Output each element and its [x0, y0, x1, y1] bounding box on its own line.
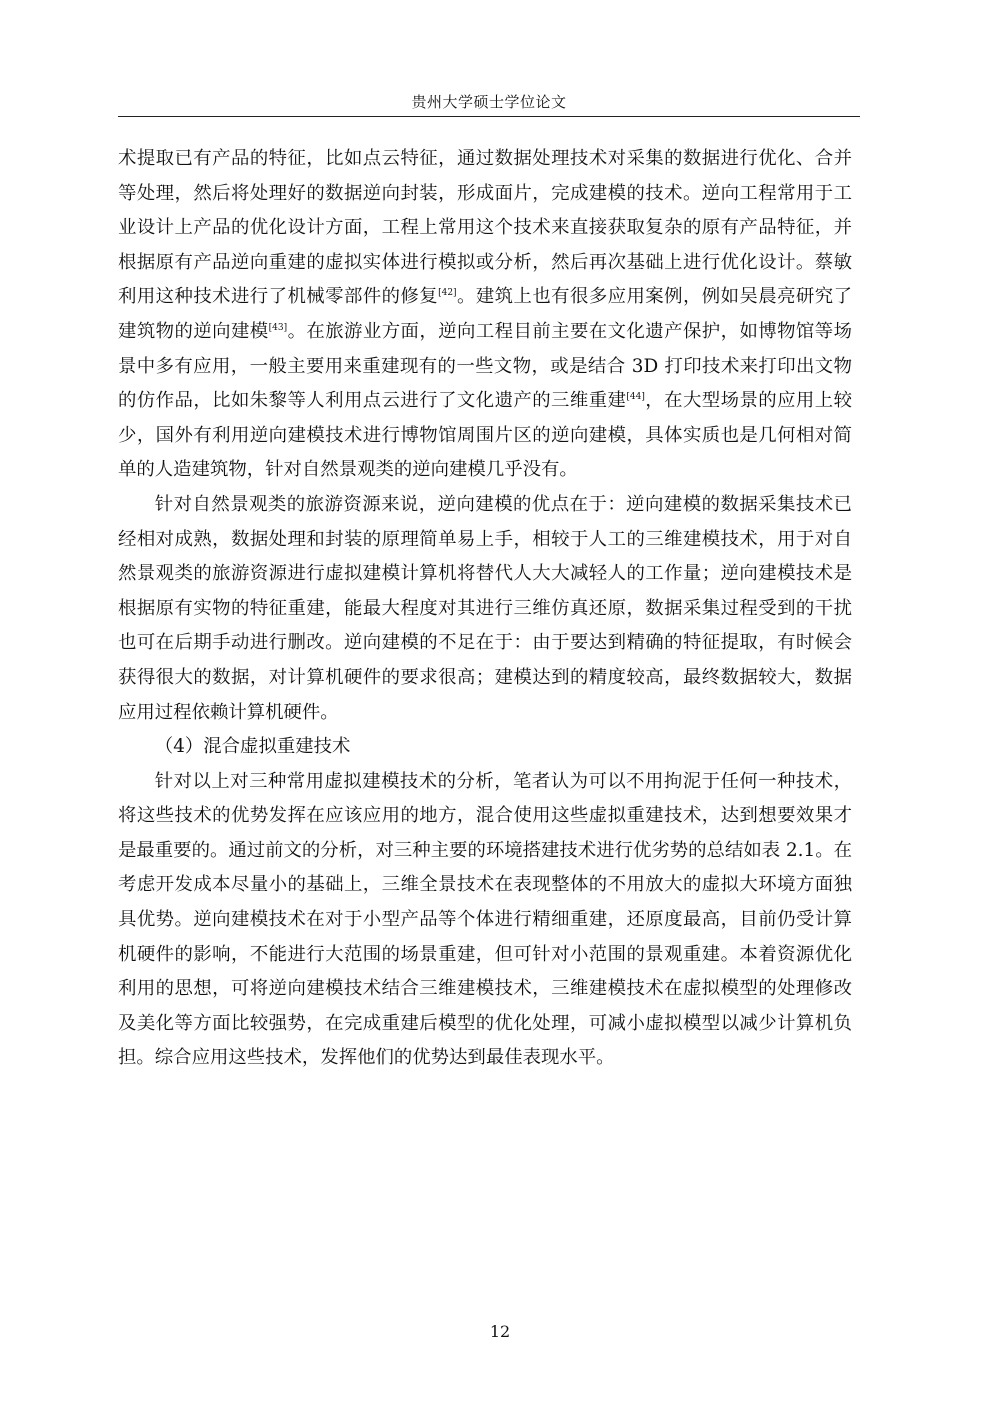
text-run: 。建筑上也有很多应用案例，例如吴晨亮研究了建筑物的逆向建模 — [118, 286, 852, 342]
header-rule — [118, 116, 860, 117]
citation-ref: [44] — [626, 392, 645, 403]
text-run: 针对以上对三种常用虚拟建模技术的分析，笔者认为可以不用拘泥于任何一种技术，将这些技术的优势发挥在应该应用的地方，混合使用这些虚拟重建技术，达到想要效果才是最重要的。通过前文的分析，对三种主要的环境搭建技术进行优劣势的总结如表 2.1。在考虑开发成本尽量小的基础上，三维全景技术在表现整体的不用放大的虚拟大环境方面独具优势。逆向建模技术在对于小型产品等个体进行精细重建，还原度最高，目前仍受计算机硬件的影响，不能进行大范围的场景重建，但可针对小范围的景观重建。本着资源优化利用的思想，可将逆向建模技术结合三维建模技术，三维建模技术在虚拟模型的处理修改及美化等方面比较强势，在完成重建后模型的优化处理，可减小虚拟模型以减少计算机负担。综合应用这些技术，发挥他们的优势达到最佳表现水平。 — [118, 770, 852, 1069]
citation-ref: [43] — [268, 322, 288, 333]
running-header: 贵州大学硕士学位论文 — [411, 93, 567, 111]
body-text — [118, 142, 852, 1076]
body-paragraph — [118, 765, 852, 1076]
text-run: 术提取已有产品的特征，比如点云特征，通过数据处理技术对采集的数据进行优化、合并等处理，然后将处理好的数据逆向封装，形成面片，完成建模的技术。逆向工程常用于工业设计上产品的优化设计方面，工程上常用这个技术来直接获取复杂的原有产品特征，并根据原有产品逆向重建的虚拟实体进行模拟或分析，然后再次基础上进行优化设计。蔡敏利用这种技术进行了机械零部件的修复 — [118, 148, 852, 308]
text-run: 针对自然景观类的旅游资源来说，逆向建模的优点在于：逆向建模的数据采集技术已经相对成熟，数据处理和封装的原理简单易上手，相较于人工的三维建模技术，用于对自然景观类的旅游资源进行虚拟建模计算机将替代人大大减轻人的工作量；逆向建模技术是根据原有实物的特征重建，能最大程度对其进行三维仿真还原，数据采集过程受到的干扰也可在后期手动进行删改。逆向建模的不足在于：由于要达到精确的特征提取，有时候会获得很大的数据，对计算机硬件的要求很高；建模达到的精度较高，最终数据较大，数据应用过程依赖计算机硬件。 — [118, 493, 852, 723]
citation-ref: [42] — [438, 288, 457, 299]
section-subheading: （4）混合虚拟重建技术 — [154, 736, 351, 758]
text-run: ，在大型场景的应用上较少，国外有利用逆向建模技术进行博物馆周围片区的逆向建模，具体实质也是几何相对简单的人造建筑物，针对自然景观类的逆向建模几乎没有。 — [118, 390, 852, 481]
page-number: 12 — [489, 1322, 511, 1341]
body-paragraph — [118, 488, 852, 730]
text-run: 。在旅游业方面，逆向工程目前主要在文化遗产保护，如博物馆等场景中多有应用，一般主要用来重建现有的一些文物，或是结合 3D 打印技术来打印出文物的仿作品，比如朱黎等人利用点云进行了文化遗产的三维重建 — [118, 320, 852, 412]
body-paragraph — [118, 142, 852, 488]
